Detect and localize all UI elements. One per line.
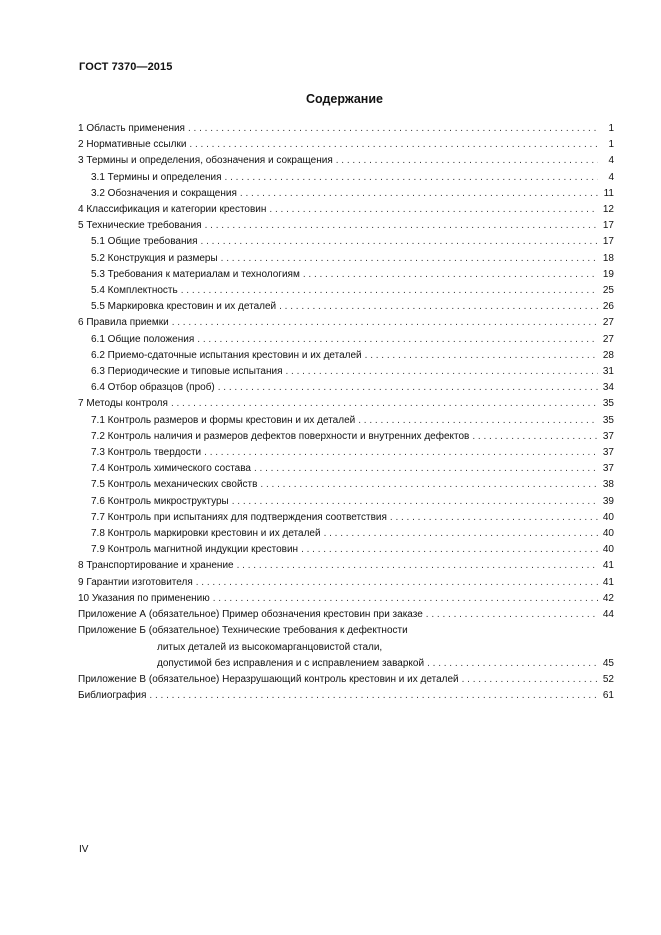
toc-entry-page: 17 bbox=[602, 220, 614, 232]
toc-entry-page: 40 bbox=[602, 544, 614, 556]
toc-entry[interactable] bbox=[78, 299, 614, 315]
toc-entry-page: 19 bbox=[602, 268, 614, 280]
toc-entry[interactable] bbox=[78, 494, 614, 510]
leader-dots bbox=[254, 461, 598, 477]
leader-dots bbox=[172, 315, 598, 331]
leader-dots bbox=[201, 234, 598, 250]
toc-entry-page: 12 bbox=[602, 204, 614, 216]
toc-entry-text: 5.4 Комплектность bbox=[91, 285, 178, 297]
toc-entry[interactable] bbox=[78, 526, 614, 542]
toc-entry-text: 6.3 Периодические и типовые испытания bbox=[91, 366, 283, 378]
toc-entry[interactable] bbox=[78, 558, 614, 574]
toc-entry-text: 5.1 Общие требования bbox=[91, 236, 198, 248]
toc-entry-page: 35 bbox=[602, 398, 614, 410]
leader-dots bbox=[269, 202, 598, 218]
toc-entry-text: 7.7 Контроль при испытаниях для подтверждения соответствия bbox=[91, 511, 387, 523]
toc-entry[interactable] bbox=[78, 170, 614, 186]
toc-entry-text: 3.2 Обозначения и сокращения bbox=[91, 187, 237, 199]
toc-entry-text: 7.9 Контроль магнитной индукции крестовин bbox=[91, 544, 299, 556]
toc-entry[interactable] bbox=[78, 283, 614, 299]
leader-dots bbox=[279, 299, 598, 315]
toc-entry-text: Приложение Б (обязательное) Технические требования к дефектности bbox=[78, 625, 408, 637]
toc-entry-page: 38 bbox=[602, 479, 614, 491]
toc-entry[interactable] bbox=[78, 413, 614, 429]
toc-entry-text: 6 Правила приемки bbox=[78, 317, 169, 329]
toc-entry[interactable] bbox=[78, 429, 614, 445]
toc-entry[interactable] bbox=[78, 153, 614, 169]
toc-entry[interactable] bbox=[78, 396, 614, 412]
toc-entry-text: 7.5 Контроль механических свойств bbox=[91, 479, 258, 491]
leader-dots bbox=[365, 348, 598, 364]
toc-entry-text: 7.3 Контроль твердости bbox=[91, 447, 202, 459]
toc-entry[interactable] bbox=[78, 364, 614, 380]
leader-dots bbox=[205, 218, 598, 234]
toc-entry-page: 39 bbox=[602, 495, 614, 507]
toc-entry[interactable] bbox=[78, 380, 614, 396]
toc-entry[interactable] bbox=[78, 445, 614, 461]
leader-dots bbox=[336, 153, 598, 169]
toc-entry-page: 28 bbox=[602, 349, 614, 361]
toc-entry-text: 6.1 Общие положения bbox=[91, 333, 195, 345]
toc-entry[interactable] bbox=[78, 186, 614, 202]
toc-entry[interactable] bbox=[78, 137, 614, 153]
toc-entry-text: 1 Область применения bbox=[78, 123, 185, 134]
toc-entry-text: 2 Нормативные ссылки bbox=[78, 139, 187, 151]
leader-dots bbox=[301, 542, 598, 558]
toc-entry-page: 41 bbox=[602, 560, 614, 572]
toc-entry-text: 3.1 Термины и определения bbox=[91, 171, 222, 183]
toc-entry-text: 7.4 Контроль химического состава bbox=[91, 463, 251, 475]
toc-entry[interactable] bbox=[78, 202, 614, 218]
toc-entry-page: 1 bbox=[608, 139, 614, 151]
toc-entry[interactable] bbox=[78, 121, 614, 137]
toc-entry-text: 5.2 Конструкция и размеры bbox=[91, 252, 218, 264]
toc-entry-page: 40 bbox=[602, 528, 614, 540]
toc-entry-page: 35 bbox=[602, 414, 614, 426]
leader-dots bbox=[149, 688, 598, 704]
toc-entry-text: 5 Технические требования bbox=[78, 220, 202, 232]
toc-entry-text: 4 Классификация и категории крестовин bbox=[78, 204, 267, 216]
toc-entry-page: 37 bbox=[602, 447, 614, 459]
toc-entry-page: 42 bbox=[602, 592, 614, 604]
toc-entry-text: 7.2 Контроль наличия и размеров дефектов поверхности и внутренних дефектов bbox=[91, 430, 470, 442]
toc-entry-page: 52 bbox=[602, 673, 614, 685]
toc-entry[interactable] bbox=[78, 461, 614, 477]
toc-entry-page: 31 bbox=[602, 366, 614, 378]
toc-entry-text: 5.3 Требования к материалам и технологиям bbox=[91, 268, 300, 280]
leader-dots bbox=[188, 121, 598, 137]
leader-dots bbox=[286, 364, 599, 380]
toc-entry-text: 6.2 Приемо-сдаточные испытания крестовин и их деталей bbox=[91, 349, 362, 361]
leader-dots bbox=[462, 672, 598, 688]
toc-entry-page: 27 bbox=[602, 333, 614, 345]
table-of-contents bbox=[78, 121, 614, 704]
toc-entry-page: 11 bbox=[603, 187, 614, 199]
leader-dots bbox=[181, 283, 598, 299]
toc-entry-page: 1 bbox=[608, 123, 614, 134]
toc-entry-page: 45 bbox=[602, 657, 614, 669]
leader-dots bbox=[358, 413, 598, 429]
leader-dots bbox=[221, 251, 598, 267]
leader-dots bbox=[260, 477, 598, 493]
leader-dots bbox=[240, 186, 598, 202]
toc-entry[interactable] bbox=[78, 315, 614, 331]
toc-entry-page: 41 bbox=[602, 576, 614, 588]
toc-entry[interactable] bbox=[78, 607, 614, 623]
leader-dots bbox=[324, 526, 598, 542]
toc-entry[interactable] bbox=[78, 218, 614, 234]
toc-entry-page: 27 bbox=[602, 317, 614, 329]
leader-dots bbox=[189, 137, 598, 153]
leader-dots bbox=[204, 445, 598, 461]
toc-entry-text: 5.5 Маркировка крестовин и их деталей bbox=[91, 301, 277, 313]
leader-dots bbox=[426, 607, 598, 623]
toc-entry-text: допустимой без исправления и с исправлением заваркой bbox=[157, 657, 425, 669]
toc-entry-last-line bbox=[78, 656, 614, 672]
toc-entry[interactable] bbox=[78, 251, 614, 267]
toc-entry[interactable] bbox=[78, 234, 614, 250]
toc-entry-page: 61 bbox=[602, 690, 614, 702]
leader-dots bbox=[427, 656, 598, 672]
toc-entry-appendix-b[interactable] bbox=[78, 623, 614, 672]
toc-entry[interactable] bbox=[78, 542, 614, 558]
toc-entry-page: 26 bbox=[602, 301, 614, 313]
toc-entry-page: 4 bbox=[608, 171, 614, 183]
leader-dots bbox=[237, 558, 598, 574]
toc-entry-text: 3 Термины и определения, обозначения и сокращения bbox=[78, 155, 333, 167]
toc-entry-text: 7.6 Контроль микроструктуры bbox=[91, 495, 229, 507]
toc-entry-text: 7.8 Контроль маркировки крестовин и их деталей bbox=[91, 528, 321, 540]
toc-entry-text: 10 Указания по применению bbox=[78, 592, 210, 604]
leader-dots bbox=[213, 591, 598, 607]
leader-dots bbox=[218, 380, 598, 396]
leader-dots bbox=[225, 170, 598, 186]
toc-entry[interactable] bbox=[78, 575, 614, 591]
toc-entry[interactable] bbox=[78, 267, 614, 283]
toc-entry-page: 44 bbox=[602, 609, 614, 621]
toc-entry[interactable] bbox=[78, 672, 614, 688]
toc-entry-text: 6.4 Отбор образцов (проб) bbox=[91, 382, 215, 394]
page-number: IV bbox=[79, 844, 89, 855]
leader-dots bbox=[303, 267, 598, 283]
toc-entry[interactable] bbox=[78, 591, 614, 607]
leader-dots bbox=[196, 575, 598, 591]
toc-entry[interactable] bbox=[78, 348, 614, 364]
toc-entry[interactable] bbox=[78, 332, 614, 348]
toc-entry[interactable] bbox=[78, 688, 614, 704]
leader-dots bbox=[197, 332, 598, 348]
standard-header: ГОСТ 7370—2015 bbox=[79, 61, 173, 73]
toc-entry-text: 7.1 Контроль размеров и формы крестовин и их деталей bbox=[91, 414, 356, 426]
toc-entry[interactable] bbox=[78, 477, 614, 493]
toc-entry-page: 4 bbox=[608, 155, 614, 167]
toc-entry-page: 37 bbox=[602, 463, 614, 475]
toc-entry[interactable] bbox=[78, 510, 614, 526]
toc-entry-page: 34 bbox=[602, 382, 614, 394]
leader-dots bbox=[390, 510, 598, 526]
toc-entry-page: 18 bbox=[602, 252, 614, 264]
toc-entry-page: 40 bbox=[602, 511, 614, 523]
toc-entry-page: 17 bbox=[602, 236, 614, 248]
leader-dots bbox=[472, 429, 598, 445]
leader-dots bbox=[232, 494, 598, 510]
toc-entry-text: 8 Транспортирование и хранение bbox=[78, 560, 234, 572]
toc-entry-text: 9 Гарантии изготовителя bbox=[78, 576, 193, 588]
toc-entry-text: Библиография bbox=[78, 690, 147, 702]
toc-entry-text: Приложение В (обязательное) Неразрушающий контроль крестовин и их деталей bbox=[78, 673, 459, 685]
leader-dots bbox=[171, 396, 598, 412]
toc-entry-text: литых деталей из высокомарганцовистой стали, bbox=[157, 641, 383, 653]
toc-entry-page: 37 bbox=[602, 430, 614, 442]
toc-entry-text: 7 Методы контроля bbox=[78, 398, 168, 410]
toc-entry-text: Приложение А (обязательное) Пример обозначения крестовин при заказе bbox=[78, 609, 423, 621]
toc-entry-page: 25 bbox=[602, 285, 614, 297]
toc-title: Содержание bbox=[305, 92, 383, 106]
